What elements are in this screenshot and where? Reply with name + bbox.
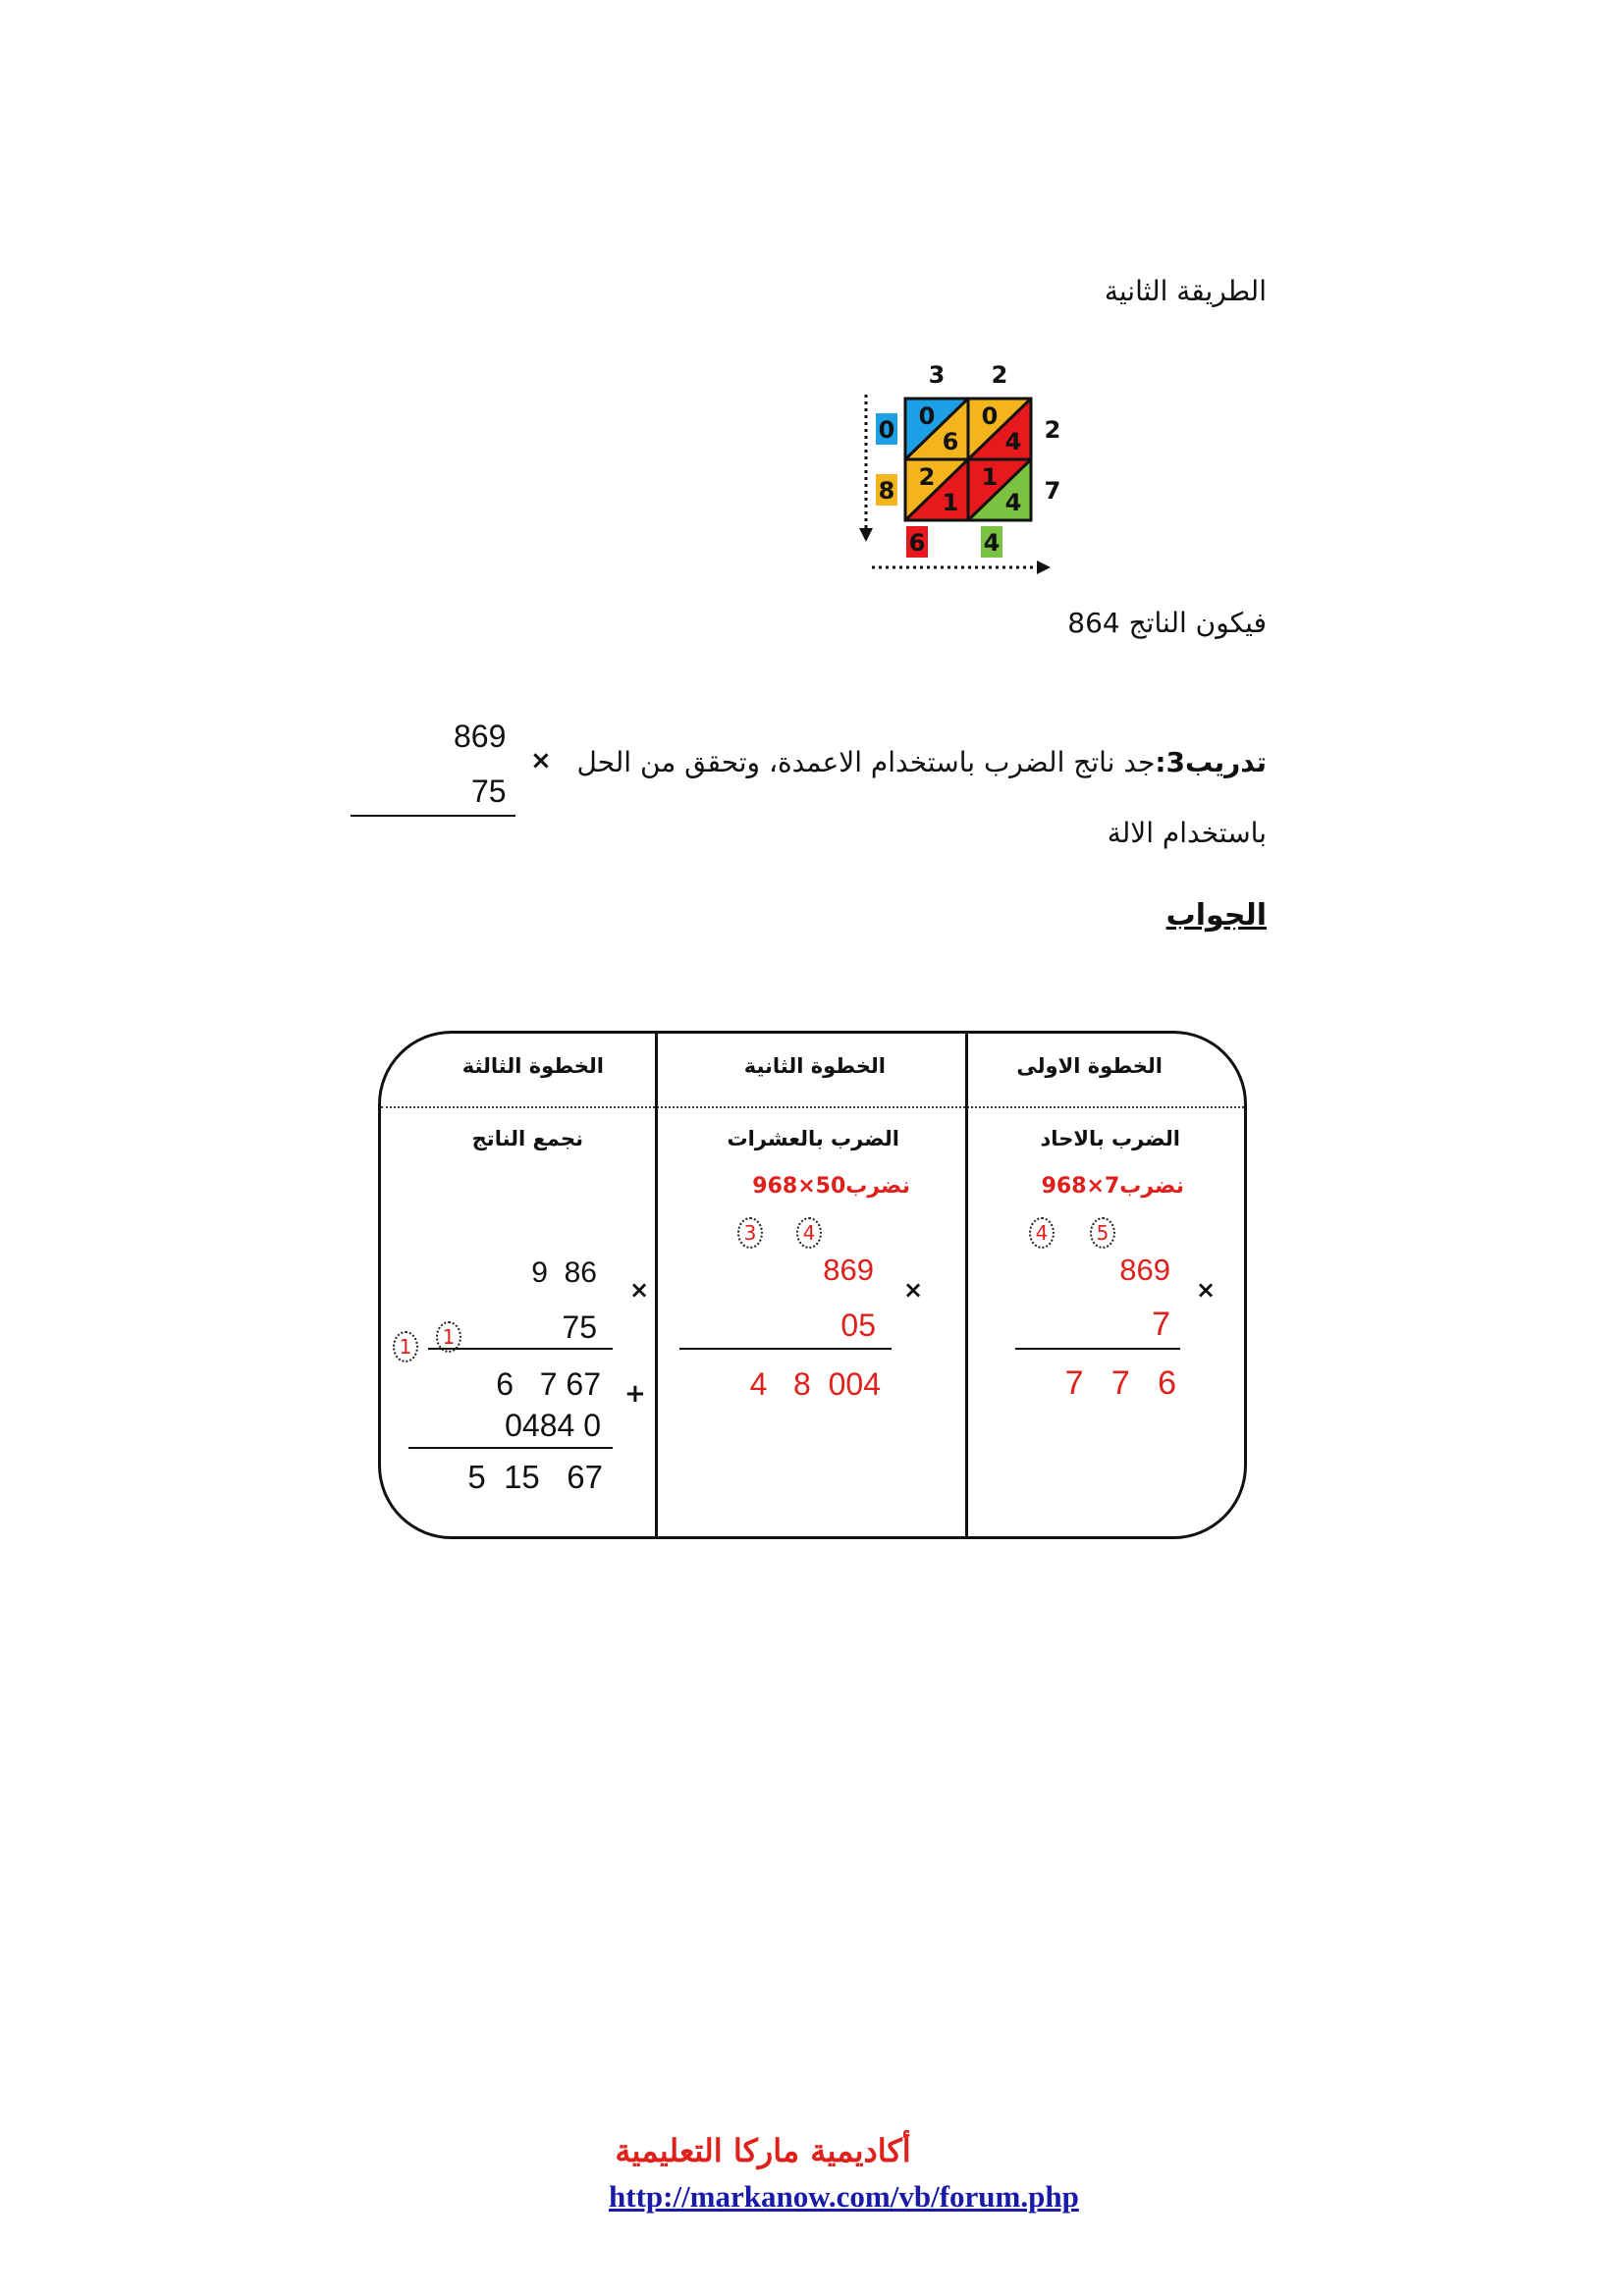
step1-subheader: الضرب بالاحاد [1040,1127,1180,1150]
step1-header: الخطوة الاولى [1016,1054,1163,1078]
lattice-cell-upper-digit: 0 [981,402,999,430]
step3-carry-1: 1 [393,1331,418,1362]
lattice-bottom-digit: 4 [983,529,1001,557]
result-text: فيكون الناتج 864 [1067,607,1267,639]
down-arrow-icon [859,528,873,542]
exercise-label: تدريب3: [1155,746,1267,778]
step2-carry-1: 3 [737,1217,763,1249]
exercise-multiplicand: 869 [454,719,507,754]
lattice-cell-lower-digit: 1 [942,489,959,516]
exercise-multiplier: 75 [471,774,507,809]
step2-carry-2: 4 [796,1217,822,1249]
exercise-line1 [576,746,1267,778]
lattice-left-digit: 0 [878,416,895,444]
step3-header: الخطوة الثالثة [461,1054,604,1078]
lattice-bottom-digit: 6 [908,529,926,557]
step1-result: 7 7 6 [1064,1364,1176,1402]
step3-times-sign: × [629,1276,650,1304]
lattice-diagram [844,353,1080,579]
right-arrow-icon [1037,561,1051,574]
step2-top: 869 [823,1253,874,1287]
lattice-cell-lower-digit: 4 [1004,489,1022,516]
lattice-top-digit: 3 [928,361,946,389]
steps-col-divider-1 [655,1034,658,1536]
answer-label: الجواب [1165,898,1267,933]
step3-subheader: نجمع الناتج [471,1127,583,1150]
step1-note: نضرب7×968 [1041,1174,1184,1199]
step2-note: نضرب50×968 [752,1174,910,1199]
step2-underline [679,1348,892,1350]
footer-academy: أكاديمية ماركا التعليمية [615,2132,911,2169]
step2-times-sign: × [903,1276,924,1304]
step1-times-sign: × [1196,1276,1217,1304]
step3-partial-2: 0484 0 [505,1408,601,1443]
lattice-right-digit: 2 [1044,416,1061,444]
step3-plus-sign: + [624,1379,646,1409]
lattice-cell-upper-digit: 0 [918,402,936,430]
step2-subheader: الضرب بالعشرات [727,1127,899,1150]
step3-underline-2 [408,1447,613,1449]
step1-carry-1: 4 [1029,1217,1055,1249]
lattice-cell-upper-digit: 1 [981,463,999,491]
step1-underline [1015,1348,1180,1350]
lattice-cell-upper-digit: 2 [918,463,936,491]
exercise-line2: باستخدام الالة [1107,817,1267,849]
step2-result: 4 8 004 [749,1366,881,1402]
exercise-text: جد ناتج الضرب باستخدام الاعمدة، وتحقق من الحل [576,746,1156,778]
step3-top: 9 86 [531,1256,597,1289]
steps-header-divider [381,1106,1244,1108]
step3-underline-1 [428,1348,613,1350]
step1-bottom: 7 [1152,1306,1170,1343]
step2-bottom: 05 [840,1308,876,1343]
lattice-cell-lower-digit: 4 [1004,428,1022,455]
lattice-left-digit: 8 [878,477,895,505]
lattice-right-digit: 7 [1044,477,1061,505]
step2-header: الخطوة الثانية [743,1054,886,1078]
exercise-underline [351,815,515,817]
step1-carry-2: 5 [1090,1217,1115,1249]
lattice-top-digit: 2 [991,361,1008,389]
lattice-cell-lower-digit: 6 [942,428,959,455]
step3-partial-1: 6 7 67 [496,1366,601,1402]
step3-carry-2: 1 [436,1321,461,1353]
steps-col-divider-2 [965,1034,968,1536]
method-title: الطريقة الثانية [1104,275,1267,307]
step3-bottom: 75 [562,1309,597,1345]
step1-top: 869 [1119,1253,1170,1287]
footer-url[interactable]: http://markanow.com/vb/forum.php [609,2179,1079,2214]
exercise-times-sign: × [530,746,552,775]
step3-result: 5 15 67 [467,1459,603,1495]
